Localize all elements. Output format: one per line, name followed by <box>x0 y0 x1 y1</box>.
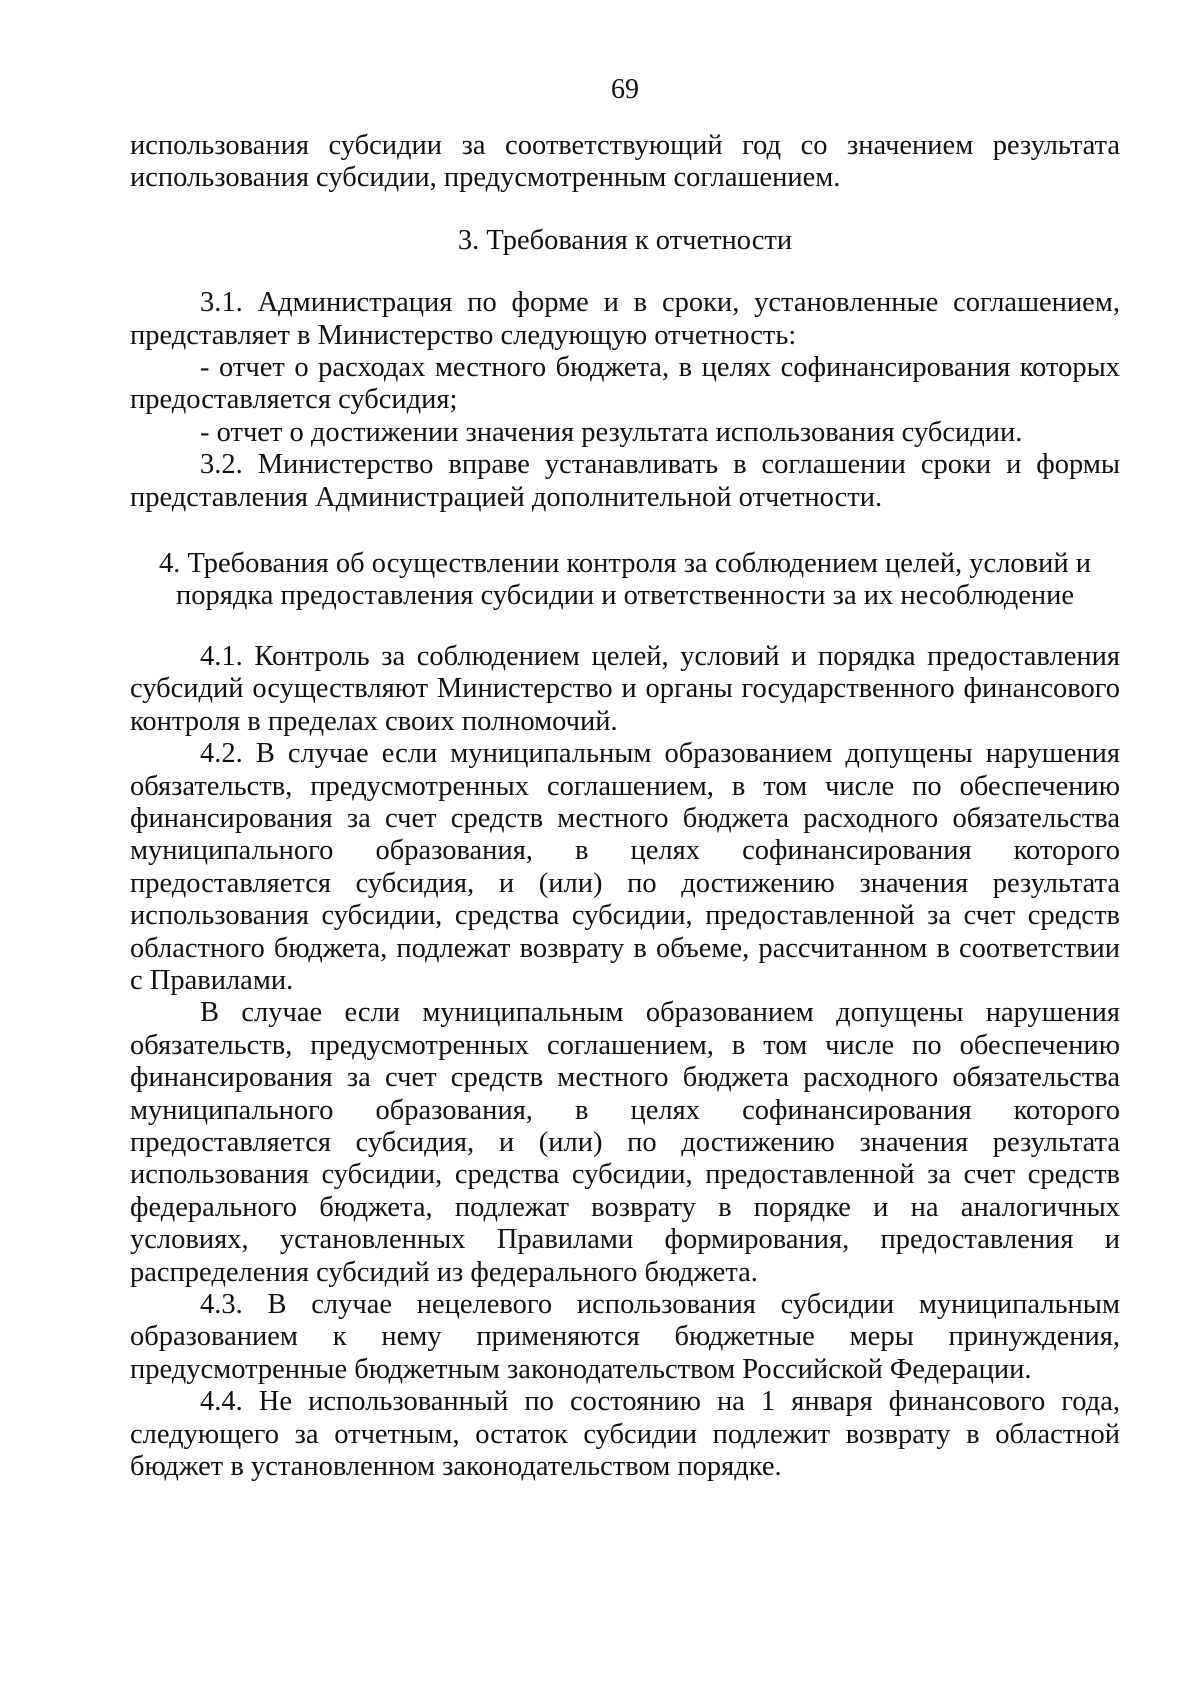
section-3-paragraph-4: 3.2. Министерство вправе устанавливать в соглашении сроки и формы представления Администрацией дополнительной отчетности. <box>130 449 1120 513</box>
section-4-paragraph-4: 4.3. В случае нецелевого использования субсидии муниципальным образованием к нему применяются бюджетные меры принуждения, предусмотренные бюджетным законодательством Российской Федерации. <box>130 1289 1120 1385</box>
section-4-heading-line-2: порядка предоставления субсидии и ответственности за их несоблюдение <box>175 580 1075 612</box>
section-4-paragraph-3: В случае если муниципальным образованием допущены нарушения обязательств, предусмотренных соглашением, в том числе по обеспечению финансирования за счет средств местного бюджета расходного обязательства муниципального образования, в целях софинансирования которого предоставляется субсидия, и (или) по достижению значения результата использования субсидии, средства субсидии, предоставленной за счет средств федерального бюджета, подлежат возврату в порядке и на аналогичных условиях, установленных Правилами формирования, предоставления и распределения субсидий из федерального бюджета. <box>130 997 1120 1288</box>
section-4-paragraph-2: 4.2. В случае если муниципальным образованием допущены нарушения обязательств, предусмотренных соглашением, в том числе по обеспечению финансирования за счет средств местного бюджета расходного обязательства муниципального образования, в целях софинансирования которого предоставляется субсидия, и (или) по достижению значения результата использования субсидии, средства субсидии, предоставленной за счет средств областного бюджета, подлежат возврату в объеме, рассчитанном в соответствии с Правилами. <box>130 738 1120 996</box>
page-number: 69 <box>611 74 639 105</box>
spacer <box>130 195 1120 225</box>
section-4-heading-line-1: 4. Требования об осуществлении контроля за соблюдением целей, условий и <box>158 548 1092 580</box>
document-body <box>130 130 1120 1483</box>
section-3-paragraph-3: - отчет о достижении значения результата использования субсидии. <box>200 416 1023 448</box>
section-3-paragraph-2: - отчет о расходах местного бюджета, в целях софинансирования которых предоставляется субсидия; <box>130 352 1120 416</box>
section-4-paragraph-1: 4.1. Контроль за соблюдением целей, условий и порядка предоставления субсидий осуществляют Министерство и органы государственного финансового контроля в пределах своих полномочий. <box>130 640 1120 737</box>
intro-paragraph: использования субсидии за соответствующий год со значением результата использования субсидии, предусмотренным соглашением. <box>130 130 1120 194</box>
spacer <box>130 257 1120 287</box>
section-3-heading: 3. Требования к отчетности <box>457 224 793 256</box>
spacer <box>130 613 1120 641</box>
section-4-paragraph-5: 4.4. Не использованный по состоянию на 1 января финансового года, следующего за отчетным, остаток субсидии подлежит возврату в областной бюджет в установленном законодательством порядке. <box>130 1386 1120 1483</box>
spacer <box>130 514 1120 548</box>
section-3-paragraph-1: 3.1. Администрация по форме и в сроки, установленные соглашением, представляет в Министерство следующую отчетность: <box>130 287 1120 351</box>
